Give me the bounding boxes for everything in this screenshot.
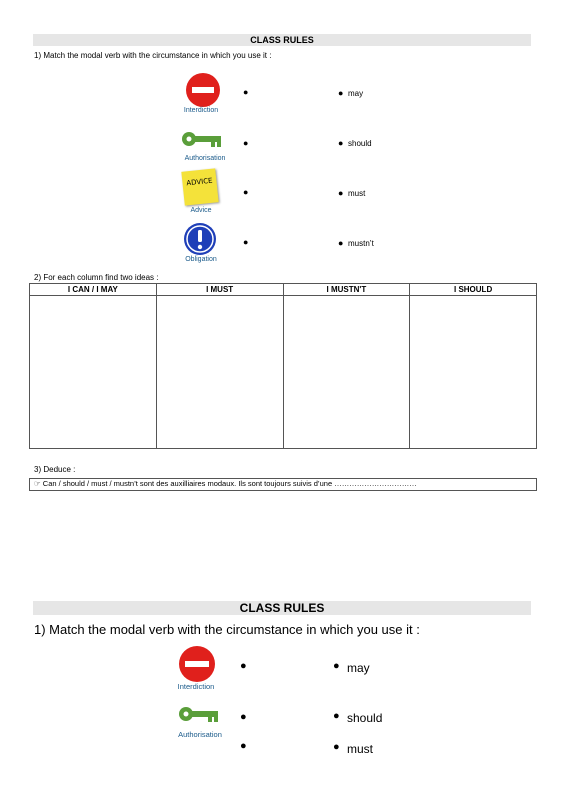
- key-icon: [181, 128, 225, 150]
- match-bullet-left[interactable]: ●: [243, 138, 249, 148]
- page-title-2: CLASS RULES: [33, 601, 531, 615]
- match-bullet-right[interactable]: ●: [333, 660, 340, 672]
- authorisation-item: [181, 128, 225, 155]
- modal-should-large: should: [347, 711, 383, 725]
- advice-label: Advice: [190, 207, 212, 214]
- column-header-mustnt: I MUSTN'T: [283, 284, 410, 296]
- interdiction-label-large: Interdiction: [177, 682, 215, 691]
- match-bullet-right[interactable]: ●: [338, 138, 344, 148]
- answer-cell-mustnt[interactable]: [283, 296, 410, 449]
- match-bullet-right[interactable]: ●: [338, 238, 344, 248]
- match-bullet-left[interactable]: ●: [243, 87, 249, 97]
- answer-cell-should[interactable]: [410, 296, 537, 449]
- question-1-large: 1) Match the modal verb with the circumstance in which you use it :: [34, 622, 420, 637]
- sticky-note-text: ADVICE: [186, 176, 213, 188]
- interdiction-label: Interdiction: [183, 107, 219, 114]
- column-header-must: I MUST: [156, 284, 283, 296]
- match-bullet-left[interactable]: ●: [243, 237, 249, 247]
- column-header-should: I SHOULD: [410, 284, 537, 296]
- authorisation-label-large: Authorisation: [178, 730, 222, 739]
- interdiction-item: [181, 72, 225, 108]
- modal-may: may: [348, 89, 364, 98]
- key-icon: [178, 703, 222, 725]
- ideas-table: [29, 283, 537, 449]
- modal-must-large: must: [347, 742, 374, 756]
- column-header-can-may: I CAN / I MAY: [30, 284, 157, 296]
- question-1: 1) Match the modal verb with the circumstance in which you use it :: [34, 51, 272, 60]
- modal-should: should: [348, 139, 372, 148]
- answer-cell-can-may[interactable]: [30, 296, 157, 449]
- modal-mustnt: mustn’t: [348, 239, 374, 248]
- sticky-note-icon: [181, 168, 218, 205]
- no-entry-icon: [185, 72, 221, 108]
- question-3: 3) Deduce :: [34, 465, 76, 474]
- deduce-box[interactable]: ☞ Can / should / must / mustn’t sont des auxilliaires modaux. Ils sont toujours suivis d’une ……………………………: [29, 478, 537, 491]
- no-entry-icon: [178, 645, 216, 683]
- authorisation-item-large: [178, 703, 222, 730]
- answer-cell-must[interactable]: [156, 296, 283, 449]
- authorisation-label: Authorisation: [184, 155, 226, 162]
- question-2: 2) For each column find two ideas :: [34, 273, 159, 282]
- match-bullet-left[interactable]: ●: [243, 187, 249, 197]
- obligation-label: Obligation: [185, 256, 217, 263]
- modal-may-large: may: [347, 661, 370, 675]
- match-bullet-right[interactable]: ●: [333, 710, 340, 722]
- page-title: CLASS RULES: [33, 34, 531, 46]
- match-bullet-right[interactable]: ●: [333, 741, 340, 753]
- modal-must: must: [348, 189, 366, 198]
- match-bullet-right[interactable]: ●: [338, 188, 344, 198]
- match-bullet-right[interactable]: ●: [338, 88, 344, 98]
- exclamation-icon: [183, 222, 217, 256]
- match-bullet-left[interactable]: ●: [240, 740, 247, 752]
- match-bullet-left[interactable]: ●: [240, 660, 247, 672]
- match-bullet-left[interactable]: ●: [240, 711, 247, 723]
